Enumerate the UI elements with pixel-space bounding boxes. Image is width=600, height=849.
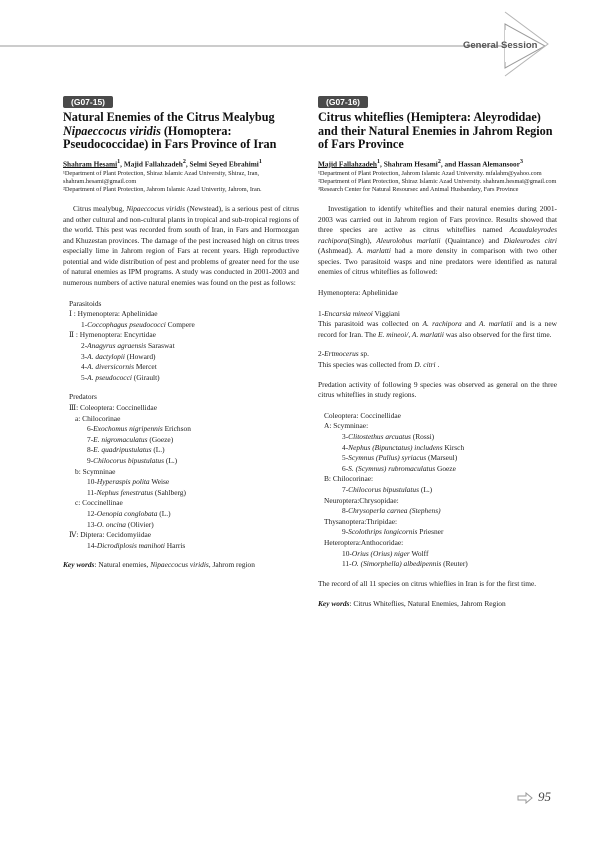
species-entry — [318, 349, 557, 370]
list-item: 3-Clitostethus arcuatus (Rossi) — [342, 432, 435, 442]
list-item: Thysanoptera:Thripidae: — [324, 516, 398, 526]
list-item: 9-Scolothrips longicornis Priesner — [342, 527, 444, 537]
abstract-title: Citrus whiteflies (Hemiptera: Aleyrodidae) and their Natural Enemies in Jahrom Region of Fars Province — [318, 110, 553, 151]
section-heading: Predators — [69, 392, 97, 402]
list-item: 3-A. dactylopii (Howard) — [81, 351, 156, 361]
affiliation: ³Research Center for Natural Resoursec and Animal Husbandary, Fars Province — [318, 185, 519, 193]
list-item: 5-Scymnus (Pullus) syriacus (Marseul) — [342, 453, 458, 463]
title-text: Natural Enemies of the Citrus Mealybug — [63, 110, 275, 124]
list-item: 4-A. diversicornis Mercet — [81, 362, 157, 372]
affiliation: ¹Department of Plant Protection, Jahrom Islamic Azad University. mfalahm@yahoo.com — [318, 169, 542, 177]
author-name: Shahram Hesami — [63, 158, 118, 168]
section-heading: Parasitoids — [69, 298, 102, 308]
list-item: 7-Chilocorus bipustulatus (L.) — [342, 484, 433, 494]
abstract-body: Investigation to identify whiteflies and their natural enemies during 2001-2003 was carried out in Jahrom region of Fars province. Results showed that three species are active as citrus whiteflies named Acaudaleyrodes rachipora(Singh), Aleurolobus marlatii (Quaintance) and Dialeurodes citri (Ashmead). A. marlatti had a more density in comparison with two other species. Two parasitoid wasps and nine predators were identified as natural enemies of citrus whiteflies as followed: — [318, 203, 557, 277]
session-label: General Session — [463, 40, 538, 51]
affiliation: ¹Department of Plant Protection, Shiraz Islamic Azad University, Shiraz, Iran, shahram.hesami@gmail.com — [63, 169, 260, 185]
abstract-left — [63, 92, 299, 571]
keywords-label: Key words — [318, 599, 350, 609]
list-item: 12-Oenopia conglobata (L.) — [87, 508, 171, 518]
body-text: (Newstead), is a serious pest of citrus and other cultural and non-cultural plants in tropical and sub-tropical regions of the world. This pest was recorded from south of Iran, in Fars and Hormozgan and Khuzestan provinces. The damage of the pest increased high on citrus trees especially lime in Jahrom region of Fars at recent years. High reproductive potential and wide distribution of pest and problems of greater need for the use of natural enemies as IPM programs. A study was conducted in 2001-2003 and numerous numbers of active natural enemies was found on the pest as follows: — [63, 203, 300, 288]
list-item: c: Coccinellinae — [75, 498, 123, 508]
author-list — [63, 159, 299, 168]
list-item: 6-Exochomus nigripennis Erichson — [87, 424, 191, 434]
abstract-title — [63, 111, 299, 152]
author-name: Hassan Alemansoor — [458, 158, 520, 168]
list-item: 6-S. (Scymnus) rubromaculatus Goeze — [342, 463, 456, 473]
abstract-body: The record of all 11 species on citrus whieflies in Iran is for the first time. — [318, 578, 537, 588]
species-title: 2-Ertmocerus sp. — [318, 349, 369, 359]
predators-list — [318, 411, 557, 570]
abstract-right — [318, 92, 557, 610]
list-item: 7-E. nigromaculatus (Goeze) — [87, 434, 174, 444]
list-item: Ⅱ : Hymenoptera: Encyrtidae — [69, 330, 156, 340]
list-item: 9-Chilocorus bipustulatus (L.) — [87, 455, 178, 465]
page-number: 95 — [538, 789, 551, 804]
list-item: Ⅲ: Coleoptera: Coccinellidae — [69, 403, 157, 413]
keywords: Key words: Natural enemies, Nipaeccocus viridis, Jahrom region — [63, 560, 255, 570]
list-item: 11-Nephus fenestratus (Sahlberg) — [87, 487, 186, 497]
affiliations — [63, 170, 299, 194]
list-item: Ⅰ : Hymenoptera: Aphelinidae — [69, 309, 158, 319]
keywords: Key words: Citrus Whiteflies, Natural Enemies, Jahrom Region — [318, 599, 506, 609]
section-heading: Hymenoptera: Aphelinidae — [318, 288, 398, 298]
list-item: 11-O. (Simorphella) albedipennis (Reuter) — [342, 559, 468, 569]
list-item: Neuroptera:Chrysopidae: — [324, 495, 399, 505]
list-item: 8-E. quadripustulatus (L.) — [87, 445, 165, 455]
list-item: Coleoptera: Coccinellidae — [324, 410, 401, 420]
affiliation: ²Department of Plant Protection, Shiraz Islamic Azad University. shahram.hesmai@gmail.com — [318, 177, 557, 185]
list-item: 13-O. oncina (Olivier) — [87, 519, 154, 529]
list-item: 2-Anagyrus agraensis Saraswat — [81, 341, 175, 351]
list-item: 10-Orius (Orius) niger Wolff — [342, 548, 429, 558]
body-text: Citrus mealybug, — [73, 203, 127, 213]
author-sep: , — [185, 158, 190, 168]
author-sup: 1 — [117, 158, 121, 165]
title-text-rest: (Homoptera: Pseudococcidae) in Fars Province of Iran — [63, 123, 277, 151]
author-name: Majid Fallahzadeh — [318, 158, 377, 168]
list-item: 14-Dicrodiplosis manihoti Harris — [87, 540, 186, 550]
list-item: a: Chilocorinae — [75, 413, 121, 423]
author-name: Majid Fallahzadeh — [123, 158, 183, 168]
abstract-code-badge: (G07-15) — [63, 96, 113, 108]
list-item: 4-Nephus (Bipunctatus) includens Kirsch — [342, 442, 465, 452]
species-title: 1-Encarsia mineoi Viggiani — [318, 308, 400, 318]
list-item: Ⅳ: Diptera: Cecidomyiidae — [69, 530, 152, 540]
list-item: 5-A. pseudococci (Girault) — [81, 372, 160, 382]
list-item: b: Scymninae — [75, 466, 116, 476]
affiliations — [318, 170, 557, 194]
author-sup: 1 — [258, 158, 262, 165]
list-item: 1-Coccophagus pseudococci Compere — [81, 319, 195, 329]
author-name: Shahram Hesami — [383, 158, 438, 168]
abstract-code-badge: (G07-16) — [318, 96, 368, 108]
keywords-label: Key words — [63, 560, 95, 570]
title-species: Nipaeccocus viridis — [63, 123, 161, 138]
abstract-body: Predation activity of following 9 species was observed as general on the three citrus whiteflies in study regions. — [318, 379, 557, 400]
species-entry — [318, 309, 557, 341]
list-item: Heteroptera:Anthocoridae: — [324, 537, 404, 547]
author-sep: , — [120, 158, 124, 168]
affiliation: ²Department of Plant Protection, Jahrom Islamic Azad Univerity, Jahrom, Iran. — [63, 185, 262, 193]
list-item: B: Chilocorinae: — [324, 474, 374, 484]
predators-list — [63, 392, 299, 551]
author-sup: 2 — [182, 158, 186, 165]
abstract-body — [63, 204, 299, 289]
list-item: 8-Chrysoperla carnea (Stephens) — [342, 506, 441, 516]
species-note: This species was collected from D. citri . — [318, 360, 440, 370]
author-name: Selmi Seyed Ebrahimi — [189, 158, 259, 168]
list-item: 10-Hyperaspis polita Weise — [87, 477, 170, 487]
author-list: Majid Fallahzadeh$^1$, Shahram Hesami$^2$, and Hassan Alemansoor$^3$ — [318, 158, 523, 168]
species-note: This parasitoid was collected on A. rachipora and A. marlatii and is a new record for Iran. The E. mineoi/, A. marlatii was also observed for the first time. — [318, 319, 557, 339]
list-item: A: Scymninae: — [324, 421, 369, 431]
parasitoids-list — [63, 299, 299, 384]
body-species: Nipaeccocus viridis — [126, 203, 185, 213]
page-arrow-icon — [517, 792, 533, 804]
